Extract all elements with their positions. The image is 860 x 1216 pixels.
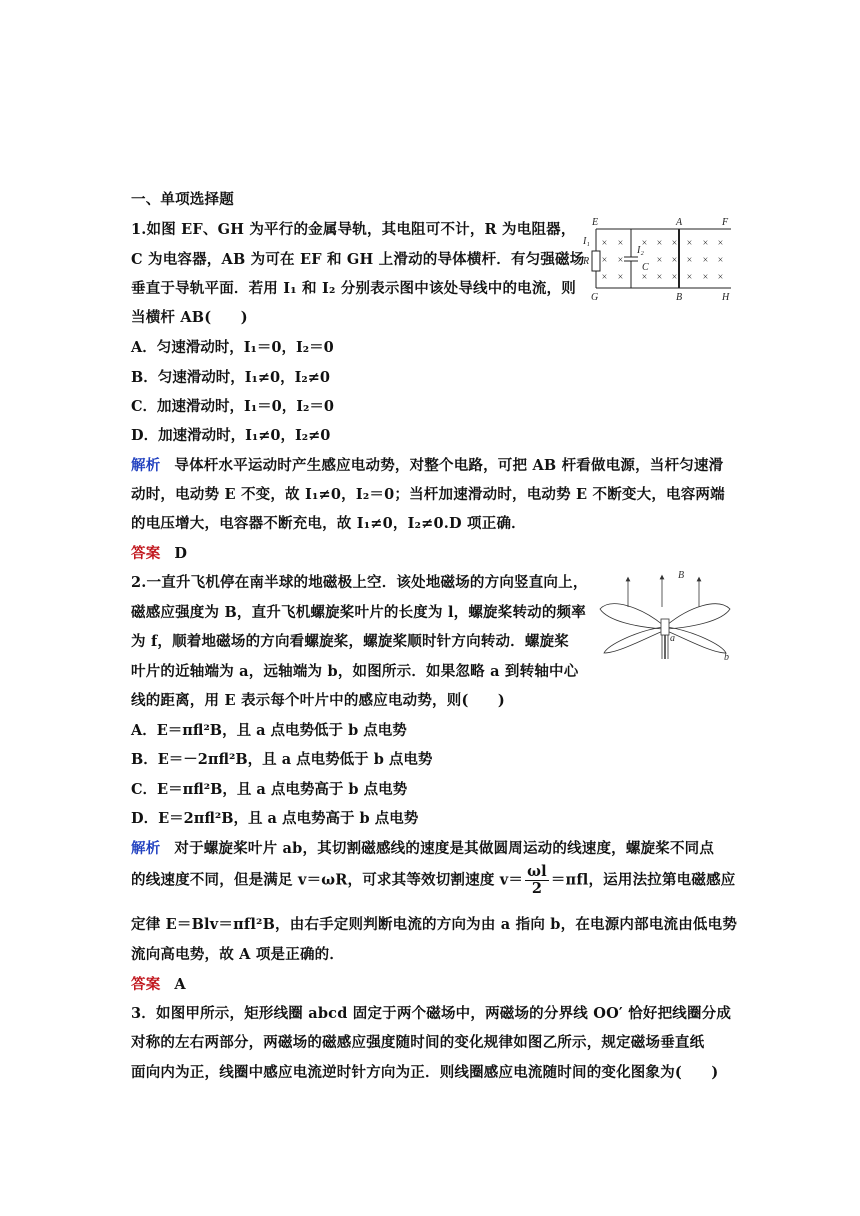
label-B: B xyxy=(676,292,683,303)
q2-line-2: 磁感应强度为 B，直升飞机螺旋桨叶片的长度为 l，螺旋桨转动的频率 xyxy=(131,604,586,621)
q2-line-5: 线的距离，用 E 表示每个叶片中的感应电动势，则( ) xyxy=(131,692,505,709)
field-cross-mark: × xyxy=(717,238,724,249)
field-cross-mark: × xyxy=(717,272,724,283)
field-cross-mark: × xyxy=(686,255,693,266)
q1-line-3: 垂直于导轨平面．若用 I₁ 和 I₂ 分别表示图中该处导线中的电流，则 xyxy=(131,280,576,297)
q1-option-a: A．匀速滑动时，I₁＝0，I₂＝0 xyxy=(131,339,334,356)
q2-propeller-figure xyxy=(596,567,736,667)
q2-answer-label: 答案 xyxy=(131,976,161,993)
label-A: A xyxy=(676,217,683,228)
label-E: E xyxy=(592,217,599,228)
field-cross-mark: × xyxy=(656,238,663,249)
q2-line-3: 为 f，顺着地磁场的方向看螺旋桨，螺旋桨顺时针方向转动．螺旋桨 xyxy=(131,633,569,650)
q1-analysis-label: 解析 xyxy=(131,457,161,474)
section-title: 一、单项选择题 xyxy=(131,191,234,208)
q2-answer-value: A xyxy=(174,976,186,993)
field-cross-mark: × xyxy=(702,238,709,249)
label-C: C xyxy=(642,262,649,273)
field-cross-mark: × xyxy=(686,238,693,249)
field-cross-mark: × xyxy=(617,238,624,249)
q2-analysis-label: 解析 xyxy=(131,840,161,857)
q2-line-4: 叶片的近轴端为 a，远轴端为 b，如图所示．如果忽略 a 到转轴中心 xyxy=(131,663,579,680)
q2-option-a: A．E＝πfl²B，且 a 点电势低于 b 点电势 xyxy=(131,722,407,739)
field-cross-mark: × xyxy=(641,238,648,249)
label-B2: B xyxy=(678,570,685,581)
label-I1: I₁ xyxy=(583,236,590,247)
q1-analysis-line-3: 的电压增大，电容器不断充电，故 I₁≠0，I₂≠0.D 项正确． xyxy=(131,515,526,532)
q1-option-d: D．加速滑动时，I₁≠0，I₂≠0 xyxy=(131,427,331,444)
q2-analysis-line-3: 定律 E＝Blv＝πfl²B，由右手定则判断电流的方向为由 a 指向 b，在电源内部电流由低电势 xyxy=(131,916,738,933)
field-cross-mark: × xyxy=(656,272,663,283)
field-cross-mark: × xyxy=(717,255,724,266)
q2-line-1: 2.一直升飞机停在南半球的地磁极上空．该处地磁场的方向竖直向上， xyxy=(131,574,588,591)
q1-line-4: 当横杆 AB( ) xyxy=(131,309,248,326)
field-cross-mark: × xyxy=(702,255,709,266)
label-a: a xyxy=(670,633,675,644)
q2-analysis-line-4: 流向高电势，故 A 项是正确的． xyxy=(131,946,345,963)
q1-option-c: C．加速滑动时，I₁＝0，I₂＝0 xyxy=(131,398,334,415)
field-cross-mark: × xyxy=(601,255,608,266)
field-cross-mark: × xyxy=(671,272,678,283)
field-cross-mark: × xyxy=(601,272,608,283)
field-cross-mark: × xyxy=(702,272,709,283)
q1-analysis-line-1 xyxy=(131,454,723,475)
velocity-fraction xyxy=(525,864,549,897)
q2-analysis-line-1 xyxy=(131,837,714,858)
q1-line-2: C 为电容器，AB 为可在 EF 和 GH 上滑动的导体横杆．有匀强磁场 xyxy=(131,251,585,268)
q1-option-b: B．匀速滑动时，I₁≠0，I₂≠0 xyxy=(131,369,330,386)
label-I2: I₂ xyxy=(637,245,644,256)
q2-analysis-text-1: 对于螺旋桨叶片 ab，其切割磁感线的速度是其做圆周运动的线速度，螺旋桨不同点 xyxy=(174,840,715,857)
q2-option-b: B．E＝－2πfl²B，且 a 点电势低于 b 点电势 xyxy=(131,751,433,768)
field-cross-mark: × xyxy=(671,238,678,249)
field-cross-mark: × xyxy=(671,255,678,266)
q1-answer xyxy=(131,542,187,563)
field-cross-mark: × xyxy=(641,272,648,283)
q1-circuit-figure xyxy=(583,213,733,305)
q2-option-c: C．E＝πfl²B，且 a 点电势高于 b 点电势 xyxy=(131,781,408,798)
label-b: b xyxy=(724,652,729,663)
q2-analysis-text-2b: ＝πfl，运用法拉第电磁感应 xyxy=(550,871,736,889)
label-F: F xyxy=(722,217,729,228)
q1-analysis-text-1: 导体杆水平运动时产生感应电动势，对整个电路，可把 AB 杆看做电源，当杆匀速滑 xyxy=(174,457,724,474)
label-R: R xyxy=(583,256,590,267)
field-cross-mark: × xyxy=(686,272,693,283)
q3-line-2: 对称的左右两部分，两磁场的磁感应强度随时间的变化规律如图乙所示，规定磁场垂直纸 xyxy=(131,1034,705,1051)
label-G: G xyxy=(591,292,599,303)
field-cross-mark: × xyxy=(601,238,608,249)
q1-line-1: 1.如图 EF、GH 为平行的金属导轨，其电阻可不计，R 为电阻器， xyxy=(131,221,576,238)
q1-analysis-line-2: 动时，电动势 E 不变，故 I₁≠0，I₂＝0；当杆加速滑动时，电动势 E 不断变大，电容两端 xyxy=(131,486,725,503)
q1-answer-label: 答案 xyxy=(131,545,161,562)
q2-option-d: D．E＝2πfl²B，且 a 点电势高于 b 点电势 xyxy=(131,810,419,827)
field-cross-mark: × xyxy=(617,255,624,266)
fraction-denominator: 2 xyxy=(531,880,543,897)
field-cross-mark: × xyxy=(617,272,624,283)
q2-analysis-text-2a: 的线速度不同，但是满足 v＝ωR，可求其等效切割速度 v＝ xyxy=(131,871,524,889)
fraction-numerator: ωl xyxy=(527,863,547,880)
q3-line-1: 3．如图甲所示，矩形线圈 abcd 固定于两个磁场中，两磁场的分界线 OO′ 恰好把线圈分成 xyxy=(131,1005,732,1022)
label-H: H xyxy=(722,292,730,303)
q3-line-3: 面向内为正，线圈中感应电流逆时针方向为正．则线圈感应电流随时间的变化图象为( ) xyxy=(131,1064,719,1081)
q2-analysis-line-2 xyxy=(131,864,736,897)
field-cross-mark: × xyxy=(656,255,663,266)
q1-answer-value: D xyxy=(174,545,188,562)
q2-answer xyxy=(131,973,186,994)
